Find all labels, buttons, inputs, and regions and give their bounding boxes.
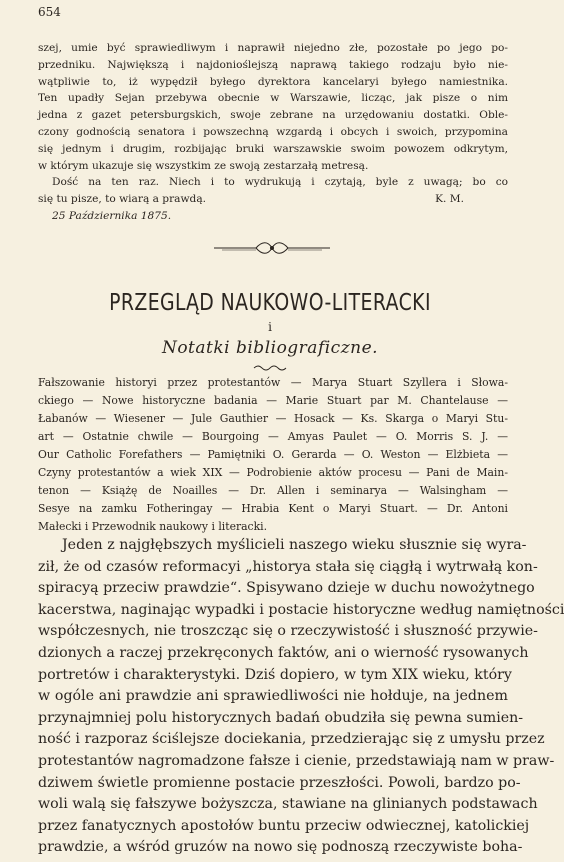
summary-line: Małecki i Przewodnik naukowy i literacki. xyxy=(38,520,268,533)
text-line: wątpliwie to, iż wypędził byłego dyrektora kancelaryi byłego namiestnika. xyxy=(38,75,508,88)
page-number: 654 xyxy=(38,5,61,19)
summary-line: Sesye na zamku Fotheringay — Hrabia Kent o Maryi Stuart. — Dr. Antoni xyxy=(38,502,508,515)
body-line: ność i razporaz ściślejsze dociekania, przedzierając się z umysłu przez xyxy=(38,731,545,748)
body-line: kacerstwa, naginając wypadki i postacie historyczne według namiętności xyxy=(38,601,564,618)
body-line: dzionych a raczej przekręconych faktów, ani o wierność rysowanych xyxy=(38,644,529,661)
body-line: protestantów nagromadzone fałsze i cienie, przedstawiają nam w praw- xyxy=(38,752,555,769)
text-line: przedniku. Największą i najdonioślejszą naprawą takiego rodzaju było nie- xyxy=(38,58,508,71)
body-line: spiracyą przeciw prawdzie“. Spisywano dzieje w duchu nowożytnego xyxy=(38,580,535,597)
body-line: przez fanatycznych apostołów buntu przeciw odwiecznej, katolickiej xyxy=(38,817,530,834)
section-heading xyxy=(0,290,540,358)
text-line: czony godnością senatora i powszechną wzgardą i obcych i swoich, przypomina xyxy=(38,125,508,138)
previous-article-ending xyxy=(38,40,508,225)
section-title: PRZEGLĄD NAUKOWO-LITERACKI xyxy=(109,290,431,316)
summary-line: Fałszowanie historyi przez protestantów — Marya Stuart Szyllera i Słowa- xyxy=(38,376,508,389)
title-conjunction: i xyxy=(268,320,272,334)
body-line: prawdzie, a wśród gruzów na nowo się podnoszą rzeczywiste boha- xyxy=(38,839,523,856)
summary-line: Czyny protestantów a wiek XIX — Podrobienie aktów procesu — Pani de Main- xyxy=(38,466,508,479)
summary-line: tenon — Książę de Noailles — Dr. Allen i seminarya — Walsingham — xyxy=(38,484,508,497)
body-line: w ogóle ani prawdzie ani sprawiedliwości nie hołduje, na jednem xyxy=(38,688,508,705)
body-line: współczesnych, nie troszcząc się o rzeczywistość i słuszność przywie- xyxy=(38,623,538,640)
summary-line: ckiego — Nowe historyczne badania — Marie Stuart par M. Chantelause — xyxy=(38,394,508,407)
body-line: woli walą się fałszywe bożyszcza, stawiane na glinianych podstawach xyxy=(38,796,538,813)
text-line: szej, umie być sprawiedliwym i naprawił niejedno złe, pozostałe po jego po- xyxy=(38,42,508,54)
contents-summary xyxy=(38,374,508,536)
summary-line: Łabanów — Wiesener — Jule Gauthier — Hosack — Ks. Skarga o Maryi Stu- xyxy=(38,412,508,425)
body-line: przynajmniej polu historycznych badań obudziła się pewna sumien- xyxy=(38,709,524,726)
tilde-ornament xyxy=(253,364,287,372)
author-signature: K. M. xyxy=(435,193,464,206)
text-line: w którym ukazuje się wszystkim ze swoją zestarzałą metresą. xyxy=(38,159,369,172)
article-body xyxy=(38,535,564,859)
closing-text: się tu pisze, to wiarą a prawdą. xyxy=(38,193,206,206)
body-line: Jeden z najgłębszych myślicieli naszego wieku słusznie się wyra- xyxy=(62,537,527,553)
article-date: 25 Października 1875. xyxy=(52,209,172,222)
body-line: portretów i charakterystyki. Dziś dopiero, w tym XIX wieku, który xyxy=(38,666,512,683)
signature-line xyxy=(38,191,508,208)
body-line: ził, że od czasów reformacyi „historya stała się ciągłą i wytrwałą kon- xyxy=(38,558,538,575)
text-line: Dość na ten raz. Niech i to wydrukują i czytają, byle z uwagą; bo co xyxy=(52,176,508,189)
summary-line: art — Ostatnie chwile — Bourgoing — Amyas Paulet — O. Morris S. J. — xyxy=(38,430,508,443)
summary-line: Our Catholic Forefathers — Pamiętniki O. Gerarda — O. Weston — Elżbieta — xyxy=(38,448,508,461)
text-line: jedna z gazet petersburgskich, swoje zebrane na urzędowaniu dostatki. Oble- xyxy=(38,109,508,122)
text-line: Ten upadły Sejan przebywa obecnie w Warszawie, licząc, jak pisze o nim xyxy=(38,92,508,105)
ornamental-divider xyxy=(212,239,332,257)
section-subtitle: Notatki bibliograficzne. xyxy=(161,338,379,358)
text-line: się jednym i drugim, rozbijając bruki warszawskie swoim powozem odkrytym, xyxy=(38,142,508,155)
body-line: dziwem świetle promienne postacie przeszłości. Powoli, bardzo po- xyxy=(38,774,521,791)
